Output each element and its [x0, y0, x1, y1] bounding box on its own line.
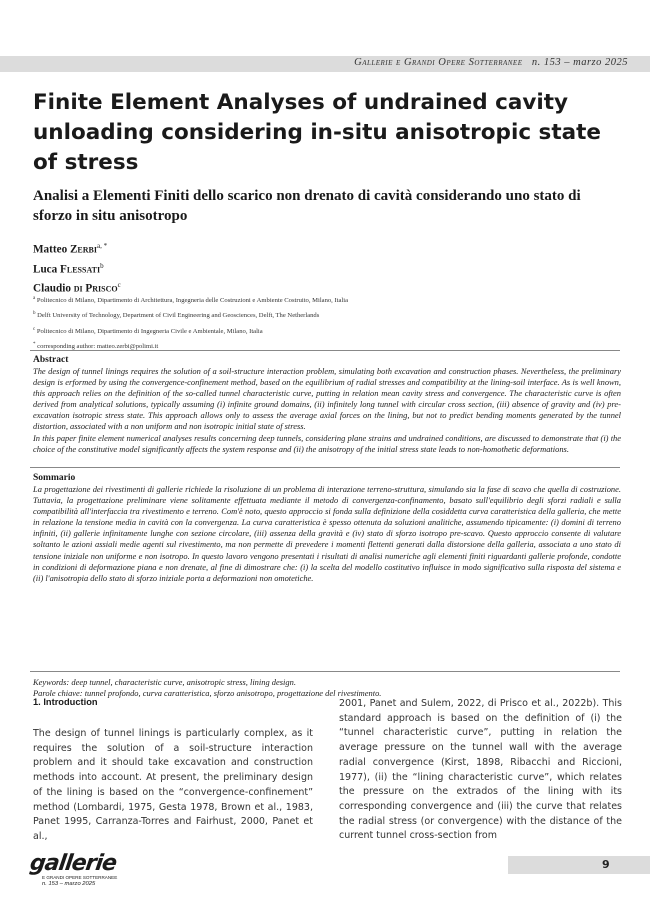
affiliation-mark: c [33, 326, 36, 332]
intro-text-left: The design of tunnel linings is particularly complex, as it requires the solution of a soil-structure interaction problem and it should take excavation and construction methods into account. At present, the preliminary design of the lining is based on the “convergence-confinement” method (Lombardi, 1975, Gesta 1978, Brown et al., 1983, Panet 1995, Carranza-Torres and Fairhust, 2000, Panet et al., [33, 728, 313, 842]
author-last-name: Flessati [60, 263, 101, 276]
affiliation-text: Delft University of Technology, Department of Civil Engineering and Geosciences, Delft, The Netherlands [37, 312, 320, 320]
author [33, 259, 121, 279]
journal-name: Gallerie e Grandi Opere Sotterranee [354, 57, 523, 68]
keywords-it: Parole chiave: tunnel profondo, curva caratteristica, sforzo anisotropo, progettazione del rivestimento. [33, 688, 382, 699]
corresponding-author: corresponding author: matteo.zerbi@polimi.it [37, 343, 159, 351]
author-marks: c [117, 281, 121, 290]
author-first-name: Claudio [33, 282, 71, 295]
italian-title-line-2: sforzo in situ anisotropo [33, 208, 188, 224]
italian-title [33, 186, 623, 226]
author-first-name: Matteo [33, 243, 68, 256]
affiliation [33, 307, 348, 322]
keywords-en: Keywords: deep tunnel, characteristic curve, anisotropic stress, lining design. [33, 677, 296, 687]
affiliation-mark: * [33, 342, 36, 348]
logo-issue: n. 153 – marzo 2025 [42, 881, 96, 887]
paper-title-line-3: of stress [33, 150, 139, 175]
journal-logo [30, 853, 117, 888]
sommario-body [33, 484, 621, 584]
author-first-name: Luca [33, 263, 58, 276]
author-marks: b [100, 261, 104, 270]
author-last-name: Zerbi [69, 243, 97, 256]
sommario-paragraph: La progettazione dei rivestimenti di gallerie richiede la risoluzione di un problema di interazione terreno-struttura, simulando sia la fase di scavo che quella di costruzione. Tuttavia, la progettazione preliminare viene solitamente effettuata mediante il metodo di convergenza-confinamento, basato sull'equilibrio degli sforzi radiali e sulla compatibilità all'interfaccia tra rivestimento e terreno. Com'è noto, questo approccio si fonda sulla definizione della cosiddetta curva caratteristica della galleria, che mette in relazione la tensione media in cavità con la convergenza. La curva caratteristica è spesso ottenuta da soluzioni analitiche, assumendo tipicamente: (i) domini di terreno infiniti, (ii) gallerie infinitamente lunghe con sezione circolare, (iii) assenza della gravità e (iv) stato di sforzo isotropo pre-scavo. Questo approccio consente di valutare soltanto le azioni assiali medie agenti sul rivestimento, ma non permette di prevedere i momenti flettenti generati dalla distorsione della galleria, associata a uno stato di tensione iniziale non uniforme e non isotropo. In questo lavoro vengono presentati i risultati di analisi numeriche agli elementi finiti riguardanti gallerie profonde, condotte in condizioni di deformazione piana e non drenate, al fine di dimostrare che: (i) la scelta del modello costitutivo influisce in modo significativo sulla risposta del sistema e (ii) l'anisotropia dello stato di sforzo iniziale porta a deformazioni non omotetiche. [33, 484, 621, 583]
paper-title [33, 88, 623, 178]
footer-band [508, 856, 650, 874]
italian-title-line-1: Analisi a Elementi Finiti dello scarico non drenato di cavità considerando uno stato di [33, 188, 581, 204]
divider [30, 467, 620, 468]
affiliations [33, 292, 348, 354]
affiliation [33, 323, 348, 338]
affiliation [33, 292, 348, 307]
abstract-paragraph: The design of tunnel linings requires the solution of a soil-structure interaction problem, simulating both excavation and construction phases. Nevertheless, the preliminary design is erformed by using the convergence-confinement method, based on the equilibrium of radial stresses and compatibility at the lining-soil interface. As is well known, this approach relies on the definition of the so-called tunnel characteristic curve, putting in relation mean cavity stress and convergence. The characteristic curve is often derived from analytical solutions, typically assuming (i) infinite ground domains, (ii) infinitely long tunnel with circular cross section, (iii) absence of gravity and (iv) pre-excavation isotropic stress state. This approach allows only to assess the average axial forces on the lining, but not to predict bending moments generated by the tunnel distortion, associated with a non uniform and non isotropic initial state of stress. [33, 366, 621, 432]
author-list [33, 239, 121, 298]
author-marks: a, * [97, 242, 108, 250]
affiliation-mark: b [33, 311, 36, 317]
affiliation-mark: a [33, 296, 36, 301]
paper-title-line-1: Finite Element Analyses of undrained cavity [33, 90, 569, 115]
journal-running-head [354, 57, 628, 68]
page-number: 9 [602, 858, 610, 871]
intro-heading: 1. Introduction [33, 697, 98, 707]
abstract-paragraph: In this paper finite element numerical analyses results concerning deep tunnels, considering plane strains and undrained conditions, are discussed to demonstrate that (i) the choice of the constitutive model significantly affects the system response and (ii) the anisotropy of the initial stress state leads to non-homothetic deformations. [33, 432, 621, 454]
intro-text-right: 2001, Panet and Sulem, 2022, di Prisco et al., 2022b). This standard approach is based on the definition of (i) the “tunnel characteristic curve”, putting in relation the average pressure on the tunnel wall with the average radial convergence (Kirst, 1898, Ribacchi and Riccioni, 1977), (ii) the “lining characteristic curve”, which relates the pressure on the extrados of the lining with its corresponding convergence and (iii) the curve that relates the radial stress (or convergence) with the distance of the current tunnel cross-section from [339, 698, 622, 842]
author-last-name: di Prisco [73, 282, 118, 295]
keywords-block [33, 677, 381, 699]
divider [30, 350, 620, 351]
journal-issue: n. 153 – marzo 2025 [531, 57, 628, 68]
affiliation [33, 338, 348, 353]
divider [30, 671, 620, 672]
logo-wordmark: gallerie [28, 851, 118, 876]
sommario-heading: Sommario [33, 473, 76, 483]
author [33, 239, 121, 259]
paper-title-line-2: unloading considering in-situ anisotropic state [33, 120, 601, 145]
logo-subtitle: E GRANDI OPERE SOTTERRANEE [42, 875, 118, 880]
affiliation-text: Politecnico di Milano, Dipartimento di Architettura, Ingegneria delle Costruzioni e Ambiente Costruito, Milano, Italia [36, 297, 349, 305]
abstract-heading: Abstract [33, 355, 69, 365]
affiliation-text: Politecnico di Milano, Dipartimento di Ingegneria Civile e Ambientale, Milano, Italia [36, 327, 263, 335]
abstract-body [33, 366, 621, 455]
